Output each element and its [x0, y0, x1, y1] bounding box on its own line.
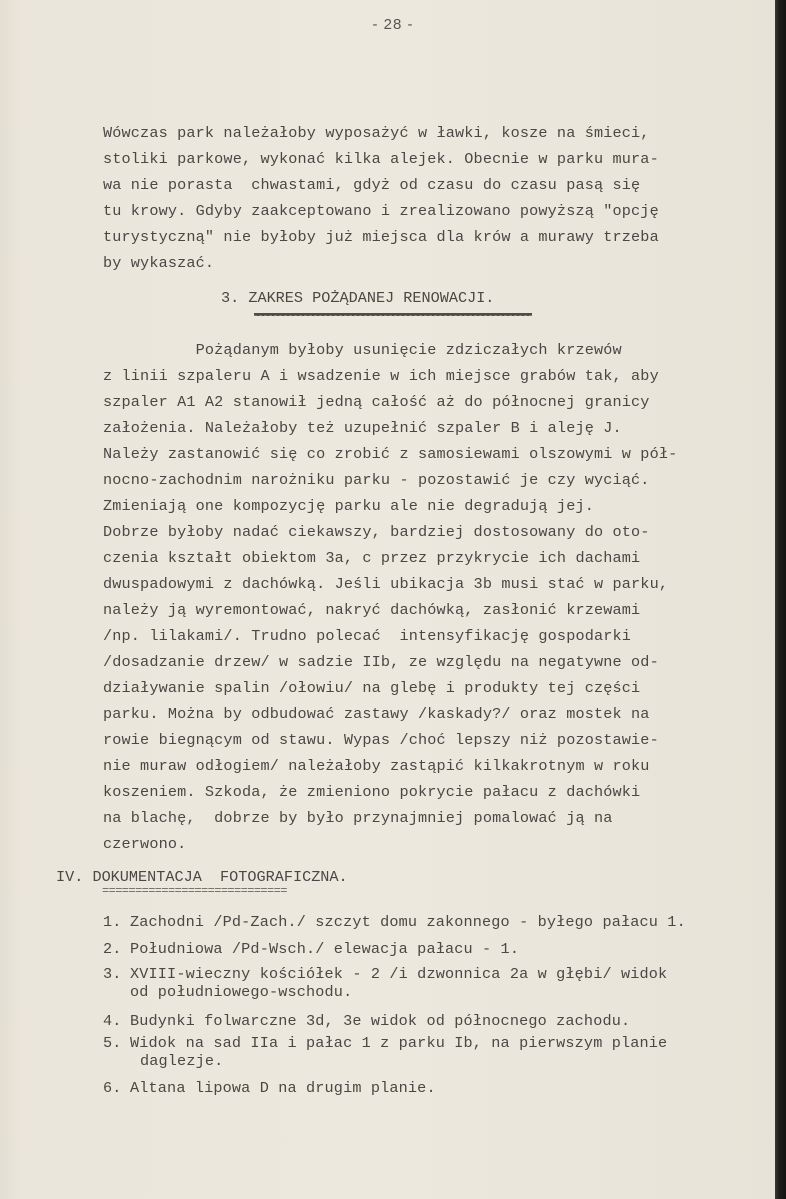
section-3-heading: 3. ZAKRES POŻĄDANEJ RENOWACJI. — [221, 289, 495, 307]
text-line: Wówczas park należałoby wyposażyć w ławki, kosze na śmieci, — [103, 124, 650, 142]
text-line: należy ją wyremontować, nakryć dachówką, zasłonić krzewami — [103, 601, 641, 619]
list-text: daglezje. — [140, 1052, 224, 1070]
text-line: tu krowy. Gdyby zaakceptowano i zrealizowano powyższą "opcję — [103, 202, 659, 220]
text-line: Należy zastanowić się co zrobić z samosiewami olszowymi w pół- — [103, 445, 678, 463]
list-number: 3. — [103, 965, 122, 983]
text-line: założenia. Należałoby też uzupełnić szpaler B i aleję J. — [103, 419, 622, 437]
text-line: Zmieniają one kompozycję parku ale nie degradują jej. — [103, 497, 594, 515]
text-line: czerwono. — [103, 835, 187, 853]
text-line: czenia kształt obiektom 3a, c przez przykrycie ich dachami — [103, 549, 641, 567]
list-number: 1. — [103, 913, 122, 931]
list-text: Altana lipowa D na drugim planie. — [130, 1079, 436, 1097]
list-text: od południowego-wschodu. — [130, 983, 353, 1001]
list-text: XVIII-wieczny kościółek - 2 /i dzwonnica 2a w głębi/ widok — [130, 965, 668, 983]
list-number: 2. — [103, 940, 122, 958]
text-line: Pożądanym byłoby usunięcie zdziczałych krzewów — [103, 341, 622, 359]
heading-double-rule: ============================ — [102, 884, 287, 898]
text-line: z linii szpaleru A i wsadzenie w ich miejsce grabów tak, aby — [103, 367, 659, 385]
section-IV-heading: IV. DOKUMENTACJA FOTOGRAFICZNA. — [56, 868, 348, 886]
text-line: by wykaszać. — [103, 254, 215, 272]
list-text: Budynki folwarczne 3d, 3e widok od północnego zachodu. — [130, 1012, 631, 1030]
list-number: 6. — [103, 1079, 122, 1097]
text-line: stoliki parkowe, wykonać kilka alejek. Obecnie w parku mura- — [103, 150, 659, 168]
text-line: nocno-zachodnim narożniku parku - pozostawić je czy wyciąć. — [103, 471, 650, 489]
text-line: rowie biegnącym od stawu. Wypas /choć lepszy niż pozostawie- — [103, 731, 659, 749]
text-line: działywanie spalin /ołowiu/ na glebę i produkty tej części — [103, 679, 641, 697]
list-number: 4. — [103, 1012, 122, 1030]
text-line: /np. lilakami/. Trudno polecać intensyfikację gospodarki — [103, 627, 632, 645]
text-line: Dobrze byłoby nadać ciekawszy, bardziej dostosowany do oto- — [103, 523, 650, 541]
text-line: nie muraw odłogiem/ należałoby zastąpić kilkakrotnym w roku — [103, 757, 650, 775]
text-line: wa nie porasta chwastami, gdyż od czasu do czasu pasą się — [103, 176, 641, 194]
text-line: turystyczną" nie byłoby już miejsca dla krów a murawy trzeba — [103, 228, 659, 246]
text-line: na blachę, dobrze by było przynajmniej pomalować ją na — [103, 809, 613, 827]
text-line: dwuspadowymi z dachówką. Jeśli ubikacja 3b musi stać w parku, — [103, 575, 669, 593]
text-line: szpaler A1 A2 stanowił jedną całość aż do północnej granicy — [103, 393, 650, 411]
list-text: Widok na sad IIa i pałac 1 z parku Ib, na pierwszym planie — [130, 1034, 668, 1052]
page-number: - 28 - — [372, 16, 414, 33]
text-line: /dosadzanie drzew/ w sadzie IIb, ze względu na negatywne od- — [103, 653, 659, 671]
page-edge-shadow — [775, 0, 786, 1199]
heading-underline — [254, 313, 532, 316]
list-text: Południowa /Pd-Wsch./ elewacja pałacu - 1. — [130, 940, 520, 958]
text-line: parku. Można by odbudować zastawy /kaskady?/ oraz mostek na — [103, 705, 650, 723]
list-text: Zachodni /Pd-Zach./ szczyt domu zakonnego - byłego pałacu 1. — [130, 913, 686, 931]
text-line: koszeniem. Szkoda, że zmieniono pokrycie pałacu z dachówki — [103, 783, 641, 801]
list-number: 5. — [103, 1034, 122, 1052]
